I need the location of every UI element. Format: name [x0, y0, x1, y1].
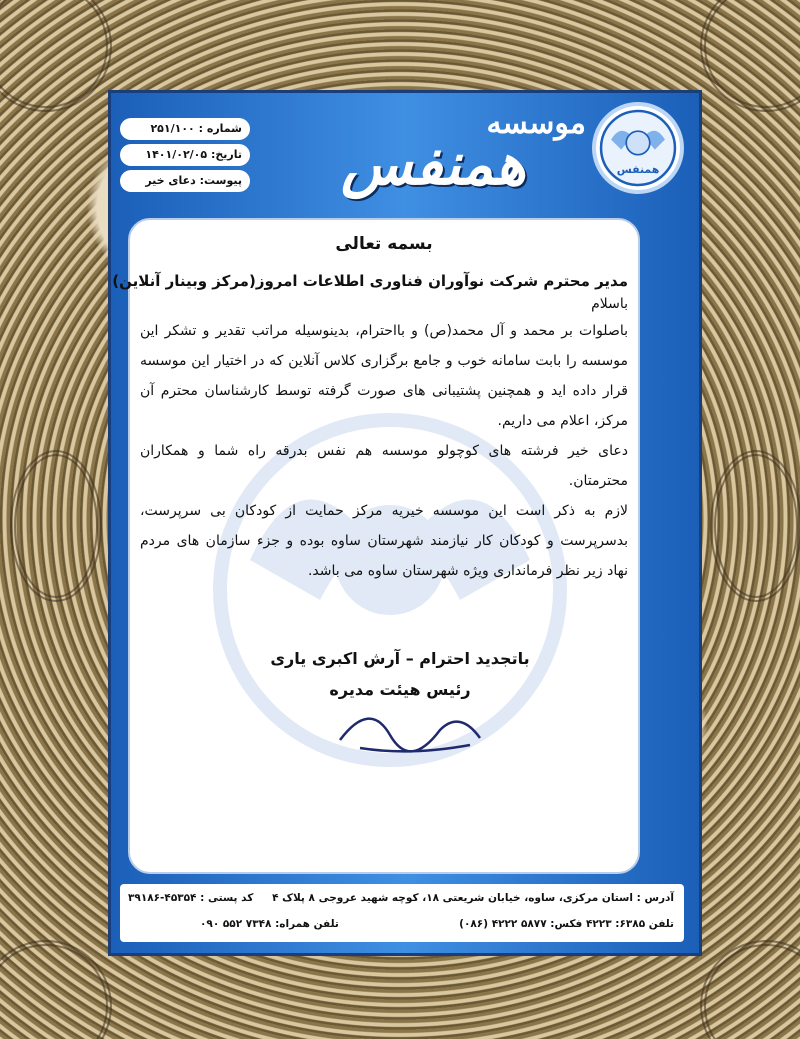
frame-ornament-bottom-left [0, 940, 112, 1039]
footer-mobile: تلفن همراه: ۷۳۴۸ ۵۵۲ ۰۹۰ [200, 918, 339, 930]
frame-ornament-left [10, 450, 102, 602]
letter-date: تاریخ: ۱۴۰۱/۰۲/۰۵ [120, 144, 250, 166]
letter-content [112, 230, 628, 586]
contact-footer [120, 884, 684, 942]
paragraph-about: لازم به ذکر است این موسسه خیریه مرکز حمایت از کودکان بی سرپرست، بدسرپرست و کودکان کار نیازمند شهرستان ساوه بوده و جزء سازمان های مردم نهاد زیر نظر فرمانداری ویژه شهرستان ساوه می باشد. [140, 503, 628, 579]
paragraph-prayer: دعای خیر فرشته های کوچولو موسسه هم نفس بدرقه راه شما و همکاران محترمتان. [140, 443, 628, 489]
frame-ornament-top-right [700, 0, 800, 112]
footer-phone-fax: تلفن ۶۳۸۵: ۴۲۲۳ فکس: ۵۸۷۷ ۴۲۲۲ (۰۸۶) [459, 918, 674, 930]
letterhead [108, 90, 696, 205]
letter-number: شماره : ۲۵۱/۱۰۰ [120, 118, 250, 140]
footer-address: آدرس : استان مرکزی، ساوه، خیابان شریعتی ۱۸، کوچه شهید عروجی ۸ پلاک ۴ [272, 892, 674, 904]
paragraph-appreciation: باصلوات بر محمد و آل محمد(ص) و بااحترام، بدینوسیله مراتب تقدیر و تشکر این موسسه را بابت سامانه خوب و جامع برگزاری کلاس آنلاین که در اختیار این موسسه قرار داده اید و همچنین پشتیبانی های صورت گرفته توسط کارشناسان محترم آن مرکز، اعلام می داریم. [140, 323, 628, 429]
letter-attachment: پیوست: دعای خیر [120, 170, 250, 192]
recipient-line: مدیر محترم شرکت نوآوران فناوری اطلاعات امروز(مرکز وبینار آنلاین) [112, 272, 628, 290]
frame-ornament-bottom-right [700, 940, 800, 1039]
basmala-heading: بسمه تعالی [335, 234, 433, 254]
footer-postal-code: کد پستی : ۴۵۳۵۴-۳۹۱۸۶ [128, 892, 254, 904]
greeting: باسلام [591, 296, 628, 312]
frame-ornament-top-left [0, 0, 112, 112]
signer-title: رئیس هیئت مدیره [329, 680, 471, 699]
org-name: همنفس [341, 130, 526, 198]
handwritten-signature [330, 690, 490, 760]
frame-ornament-right [710, 450, 800, 602]
logo-text: همنفس [616, 163, 660, 177]
org-prefix: موسسه [486, 106, 586, 141]
angel-logo-icon [592, 102, 684, 194]
closing-line: باتجدید احترام – آرش اکبری یاری [270, 649, 530, 668]
